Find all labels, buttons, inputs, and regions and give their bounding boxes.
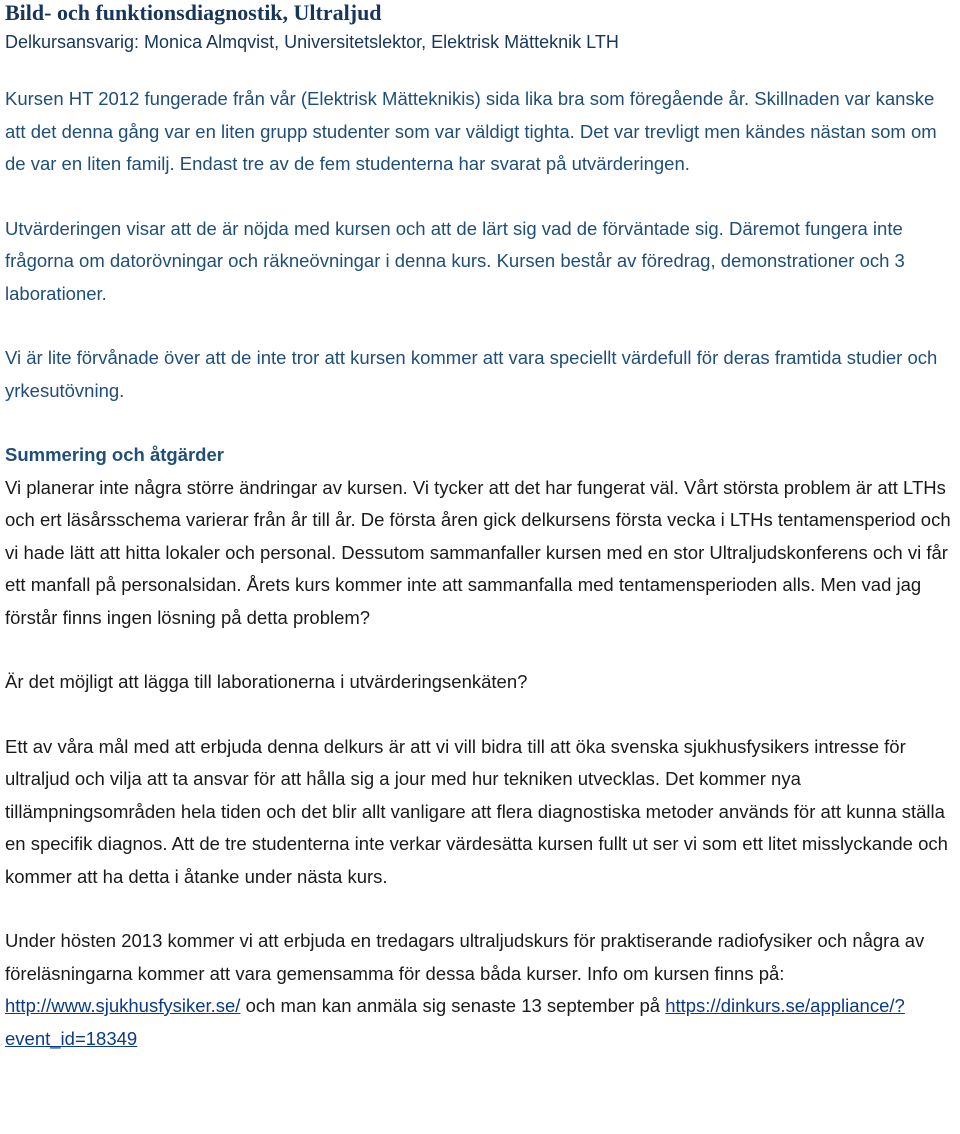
final-text-before-link: Under hösten 2013 kommer vi att erbjuda en tredagars ultraljudskurs för praktiserande radiofysiker och några av föreläsningarna kommer att vara gemensamma för dessa båda kurser. Info om kursen finns på: — [5, 930, 925, 984]
document-subtitle: Delkursansvarig: Monica Almqvist, Universitetslektor, Elektrisk Mätteknik LTH — [5, 32, 619, 52]
link-sjukhusfysiker[interactable]: http://www.sjukhusfysiker.se/ — [5, 995, 241, 1016]
summary-heading: Summering och åtgärder — [5, 444, 224, 465]
paragraph-surprise: Vi är lite förvånade över att de inte tror att kursen kommer att vara speciellt värdefull för deras framtida studier och yrkesutövning. — [5, 347, 938, 401]
document-page — [5, 0, 955, 1055]
paragraph-final — [5, 925, 955, 1055]
paragraph-question: Är det möjligt att lägga till laborationerna i utvärderingsenkäten? — [5, 671, 528, 692]
body-section — [5, 83, 955, 407]
paragraph-evaluation: Utvärderingen visar att de är nöjda med kursen och att de lärt sig vad de förväntade sig. Däremot fungera inte frågorna om datorövningar och räkneövningar i denna kurs. Kursen består av föredrag, demonstrationer och 3 laborationer. — [5, 217, 905, 304]
paragraph-summary: Vi planerar inte några större ändringar av kursen. Vi tycker att det har fungerat väl. Vårt största problem är att LTHs och ert läsårsschema varierar från år till år. De första åren gick delkursens första vecka i LTHs tentamensperiod och vi hade lätt att hitta lokaler och personal. Dessutom sammanfaller kursen med en stor Ultraljudskonferens och vi får ett manfall på personalsidan. Årets kurs kommer inte att sammanfalla med tentamensperioden alls. Men vad jag förstår finns ingen lösning på detta problem? — [5, 476, 951, 628]
summary-section — [5, 439, 955, 1055]
link-dinkurs[interactable]: https://dinkurs.se/appliance/?event_id=18349 — [5, 995, 905, 1049]
document-title: Bild- och funktionsdiagnostik, Ultraljud — [5, 0, 382, 25]
paragraph-course-review: Kursen HT 2012 fungerade från vår (Elektrisk Mätteknikis) sida lika bra som föregående år. Skillnaden var kanske att det denna gång var en liten grupp studenter som var väldigt tighta. Det var trevligt men kändes nästan som om de var en liten familj. Endast tre av de fem studenterna har svarat på utvärderingen. — [5, 88, 937, 174]
final-text-between: och man kan anmäla sig senaste 13 september på — [240, 995, 666, 1016]
paragraph-goal: Ett av våra mål med att erbjuda denna delkurs är att vi vill bidra till att öka svenska sjukhusfysikers intresse för ultraljud och vilja att ta ansvar för att hålla sig a jour med hur tekniken utvecklas. Det kommer nya tillämpningsområden hela tiden och det blir allt vanligare att flera diagnostiska metoder används för att kunna ställa en specifik diagnos. Att de tre studenterna inte verkar värdesätta kursen fullt ut ser vi som ett litet misslyckande och kommer att ha detta i åtanke under nästa kurs. — [5, 735, 948, 887]
